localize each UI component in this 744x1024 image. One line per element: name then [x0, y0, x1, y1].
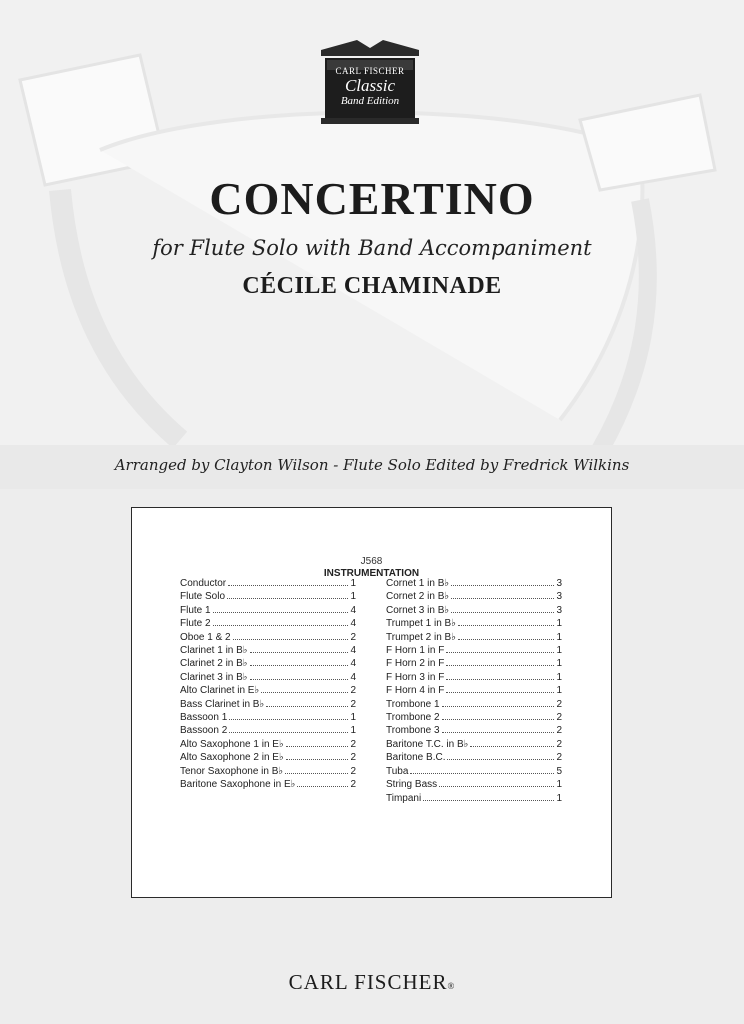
instrument-name: Baritone B.C.: [386, 752, 446, 764]
instrument-name: Flute 1: [180, 604, 211, 616]
instrument-quantity: 2: [350, 752, 356, 764]
instrument-row: [386, 698, 562, 711]
instrument-quantity: 1: [556, 792, 562, 804]
instrument-row: [386, 778, 562, 791]
instrument-name: Cornet 2 in B♭: [386, 591, 450, 603]
instrument-row: [180, 765, 356, 778]
instrument-row: [386, 631, 562, 644]
instrument-quantity: 2: [350, 765, 356, 777]
dot-leader: [213, 625, 349, 626]
instrument-row: [180, 577, 356, 590]
instrument-row: [180, 711, 356, 724]
instrument-name: Oboe 1 & 2: [180, 631, 231, 643]
instrument-name: Trombone 2: [386, 712, 440, 724]
instrument-row: [386, 657, 562, 670]
instrument-row: [386, 738, 562, 751]
instrument-row: [180, 631, 356, 644]
instrument-quantity: 3: [556, 591, 562, 603]
instrument-quantity: 1: [556, 685, 562, 697]
instrument-row: [386, 577, 562, 590]
instrument-row: [180, 778, 356, 791]
publisher-name: [0, 970, 744, 995]
instrument-quantity: 1: [350, 725, 356, 737]
dot-leader: [266, 706, 348, 707]
instrument-name: Clarinet 2 in B♭: [180, 658, 248, 670]
instrument-row: [386, 684, 562, 697]
instrument-row: [386, 751, 562, 764]
arranger-credits: Arranged by Clayton Wilson - Flute Solo Edited by Fredrick Wilkins: [114, 456, 630, 474]
dot-leader: [229, 732, 348, 733]
instrument-quantity: 4: [350, 658, 356, 670]
dot-leader: [470, 746, 554, 747]
dot-leader: [297, 786, 348, 787]
logo-classic-text: Classic: [344, 76, 396, 95]
instrument-quantity: 2: [350, 738, 356, 750]
instrument-name: Flute 2: [180, 618, 211, 630]
instrument-quantity: 5: [556, 765, 562, 777]
instrument-name: Clarinet 3 in B♭: [180, 671, 248, 683]
work-title: CONCERTINO: [209, 173, 535, 224]
dot-leader: [446, 692, 554, 693]
instrument-quantity: 2: [556, 738, 562, 750]
instrument-row: [180, 724, 356, 737]
instrument-quantity: 3: [556, 604, 562, 616]
instrument-name: Conductor: [180, 578, 227, 589]
instrument-name: Baritone Saxophone in E♭: [180, 779, 296, 791]
dot-leader: [233, 639, 349, 640]
instrument-name: Flute Solo: [180, 591, 226, 603]
instrument-name: Tuba: [386, 765, 409, 777]
instrumentation-heading: INSTRUMENTATION: [323, 568, 420, 579]
instrument-quantity: 1: [556, 779, 562, 791]
instrument-quantity: 1: [556, 645, 562, 657]
instrument-name: Timpani: [386, 792, 422, 804]
instrument-quantity: 1: [556, 658, 562, 670]
instrument-row: [180, 698, 356, 711]
dot-leader: [286, 746, 349, 747]
instrument-row: [180, 738, 356, 751]
carl-fischer-classic-logo: [317, 36, 423, 126]
instrument-quantity: 2: [350, 685, 356, 697]
instrument-quantity: 2: [556, 752, 562, 764]
instrument-name: F Horn 3 in F: [386, 671, 445, 683]
dot-leader: [446, 679, 554, 680]
instrument-quantity: 4: [350, 604, 356, 616]
logo-brand-text: CARL FISCHER: [335, 66, 405, 76]
instrument-name: Trumpet 2 in B♭: [386, 631, 456, 643]
instrument-row: [386, 792, 562, 805]
dot-leader: [451, 598, 554, 599]
dot-leader: [458, 639, 555, 640]
instrument-row: [180, 604, 356, 617]
instrument-row: [180, 684, 356, 697]
instrument-name: F Horn 2 in F: [386, 658, 445, 670]
instrument-name: Trombone 1: [386, 698, 440, 710]
dot-leader: [285, 773, 348, 774]
dot-leader: [442, 732, 555, 733]
dot-leader: [213, 612, 349, 613]
dot-leader: [261, 692, 348, 693]
logo-edition-text: Band Edition: [340, 95, 400, 107]
instrumentation-box: [131, 507, 612, 898]
dot-leader: [439, 786, 554, 787]
instrument-row: [180, 617, 356, 630]
instrument-row: [386, 604, 562, 617]
instrument-row: [386, 617, 562, 630]
instrument-quantity: 1: [350, 591, 356, 603]
instrument-name: Baritone T.C. in B♭: [386, 738, 469, 750]
instrument-quantity: 2: [556, 725, 562, 737]
dot-leader: [250, 652, 349, 653]
instrument-quantity: 2: [350, 779, 356, 791]
dot-leader: [451, 612, 554, 613]
instrument-name: Alto Clarinet in E♭: [180, 685, 260, 697]
dot-leader: [423, 800, 554, 801]
instrument-row: [386, 671, 562, 684]
instrumentation-left-column: [180, 577, 356, 792]
instrument-name: Tenor Saxophone in B♭: [180, 765, 284, 777]
dot-leader: [229, 719, 348, 720]
instrument-name: F Horn 4 in F: [386, 685, 445, 697]
instrument-quantity: 1: [556, 631, 562, 643]
instrument-name: Bass Clarinet in B♭: [180, 698, 265, 710]
instrument-quantity: 2: [556, 712, 562, 724]
instrument-name: Alto Saxophone 1 in E♭: [180, 738, 284, 750]
dot-leader: [442, 719, 555, 720]
publisher-text: CARL FISCHER: [288, 970, 448, 994]
dot-leader: [442, 706, 555, 707]
registered-mark: ®: [447, 981, 456, 991]
dot-leader: [227, 598, 348, 599]
instrument-row: [386, 590, 562, 603]
instrument-row: [386, 724, 562, 737]
dot-leader: [228, 585, 348, 586]
instrument-quantity: 2: [350, 698, 356, 710]
catalog-number: J568: [360, 556, 383, 567]
instrument-row: [386, 765, 562, 778]
instrument-quantity: 3: [556, 578, 562, 589]
instrument-quantity: 4: [350, 645, 356, 657]
instrument-quantity: 1: [556, 671, 562, 683]
dot-leader: [446, 665, 554, 666]
instrument-name: Clarinet 1 in B♭: [180, 645, 248, 657]
dot-leader: [250, 679, 349, 680]
instrument-row: [386, 711, 562, 724]
instrument-quantity: 2: [556, 698, 562, 710]
dot-leader: [250, 665, 349, 666]
instrument-quantity: 2: [350, 631, 356, 643]
instrument-name: Trumpet 1 in B♭: [386, 618, 456, 630]
instrument-row: [180, 590, 356, 603]
dot-leader: [451, 585, 554, 586]
instrument-name: Cornet 3 in B♭: [386, 604, 450, 616]
instrumentation-right-column: [386, 577, 562, 805]
instrument-row: [180, 671, 356, 684]
instrument-name: Alto Saxophone 2 in E♭: [180, 752, 284, 764]
composer-name: CÉCILE CHAMINADE: [242, 273, 502, 299]
dot-leader: [458, 625, 555, 626]
instrument-quantity: 4: [350, 618, 356, 630]
instrument-name: Cornet 1 in B♭: [386, 578, 450, 589]
instrument-name: Trombone 3: [386, 725, 440, 737]
dot-leader: [410, 773, 554, 774]
instrument-quantity: 1: [350, 578, 356, 589]
instrument-row: [386, 644, 562, 657]
dot-leader: [447, 759, 554, 760]
instrument-name: Bassoon 2: [180, 725, 228, 737]
instrument-row: [180, 751, 356, 764]
instrument-row: [180, 657, 356, 670]
instrument-name: F Horn 1 in F: [386, 645, 445, 657]
instrument-row: [180, 644, 356, 657]
work-subtitle: for Flute Solo with Band Accompaniment: [152, 236, 592, 260]
instrument-quantity: 1: [350, 712, 356, 724]
dot-leader: [286, 759, 349, 760]
instrument-name: String Bass: [386, 779, 438, 791]
dot-leader: [446, 652, 554, 653]
instrument-quantity: 4: [350, 671, 356, 683]
instrument-name: Bassoon 1: [180, 712, 228, 724]
instrument-quantity: 1: [556, 618, 562, 630]
